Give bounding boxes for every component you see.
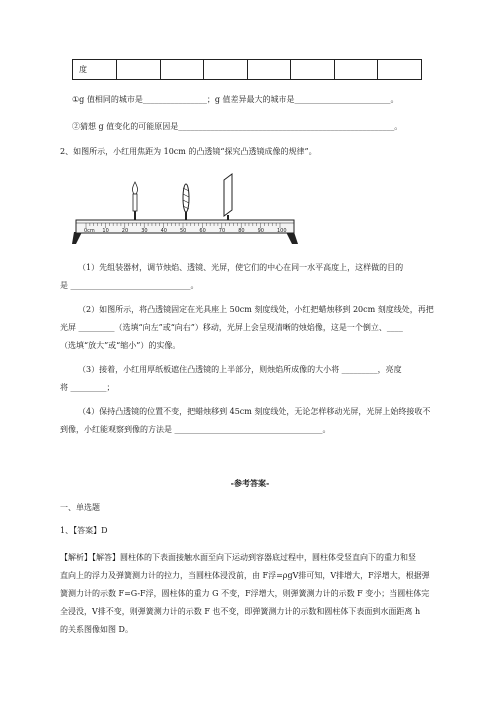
q2-part2-line2: 光屏 _________（选填“向左”或“向右”）移动，光屏上会呈现清晰的烛焰像，这是一个倒立、____	[60, 323, 403, 332]
table-cell	[291, 60, 335, 80]
q1-line-1: ①g 值相同的城市是________________；g 值差异最大的城市是________________________。	[72, 95, 399, 104]
table-row-label: 度	[73, 60, 117, 80]
q2-part4-line2: 到像，小红能观察到像的方法是 _____________________________________。	[60, 425, 331, 434]
q2-part3-line2: 将 _________；	[60, 383, 115, 392]
scale-label: 40	[160, 228, 167, 234]
q2-part2-line1: （2）如图所示，将凸透镜固定在光具座上 50cm 刻度线处，小红把蜡烛移到 20cm 刻度线处，再把	[78, 305, 434, 314]
answers-title: -参考答案-	[230, 478, 270, 488]
data-table	[72, 59, 422, 80]
analysis-line-3: 簧测力计的示数 F=G-F浮，圆柱体的重力 G 不变，F浮增大，则弹簧测力计的示数 F 变小；当圆柱体完	[60, 589, 430, 598]
q2-stem: 2、如图所示，小红用焦距为 10cm 的凸透镜“探究凸透镜成像的规律”。	[60, 147, 317, 156]
scale-label: 50	[180, 228, 187, 234]
q2-part3-line1: （3）接着，小红用厚纸板遮住凸透镜的上半部分，则烛焰所成像的大小将 _________，亮度	[78, 365, 402, 374]
scale-label: 10	[102, 228, 109, 234]
scale-label: 90	[257, 228, 264, 234]
scale-label: 80	[238, 228, 245, 234]
optical-bench-figure	[72, 170, 302, 248]
scale-label-unit: 0cm	[84, 228, 95, 234]
answer-q1: 1、【答案】D	[60, 526, 108, 535]
table-cell	[204, 60, 248, 80]
analysis-line-4: 全浸没，V排不变，则弹簧测力计的示数 F 也不变，即弹簧测力计的示数和圆柱体下表面到水面距离 h	[60, 607, 421, 616]
table-cell	[247, 60, 291, 80]
table-cell	[160, 60, 204, 80]
table-cell	[117, 60, 161, 80]
candle-icon	[132, 182, 137, 220]
q2-part1-line1: （1）先组装器材，调节烛焰、透镜、光屏，使它们的中心在同一水平高度上，这样做的目的	[78, 263, 404, 272]
analysis-line-1: 【解析】【解答】圆柱体的下表面接触水面至向下运动到容器底过程中，圆柱体受竖直向下的重力和竖	[60, 553, 416, 562]
table-cell	[334, 60, 378, 80]
q2-part1-line2: 是 ______________________________。	[60, 281, 199, 290]
bench-right-leg	[286, 232, 298, 244]
q1-line-2: ②猜想 g 值变化的可能原因是______________________________________________________。	[72, 122, 403, 131]
scale-label: 30	[141, 228, 148, 234]
light-screen-icon	[224, 174, 232, 220]
convex-lens-icon	[183, 184, 189, 220]
q2-part4-line1: （4）保持凸透镜的位置不变，把蜡烛移到 45cm 刻度线处，无论怎样移动光屏，光屏上始终接收不	[78, 407, 431, 416]
q2-part2-line3: （选填“放大”或“缩小”）的实像。	[60, 341, 181, 350]
scale-label: 20	[121, 228, 129, 234]
scale-label: 100	[277, 228, 287, 234]
table-cell	[378, 60, 422, 80]
table-row	[73, 60, 422, 80]
analysis-line-2: 直向上的浮力及弹簧测力计的拉力，当圆柱体浸没前，由 F浮=ρgV排可知，V排增大，F浮增大，根据弹	[60, 571, 430, 580]
bench-left-leg	[72, 232, 82, 244]
analysis-line-5: 的关系图像如图 D。	[60, 625, 133, 634]
scale-label: 60	[199, 228, 206, 234]
scale-label: 70	[218, 228, 226, 234]
answers-section: 一、单选题	[60, 503, 100, 512]
